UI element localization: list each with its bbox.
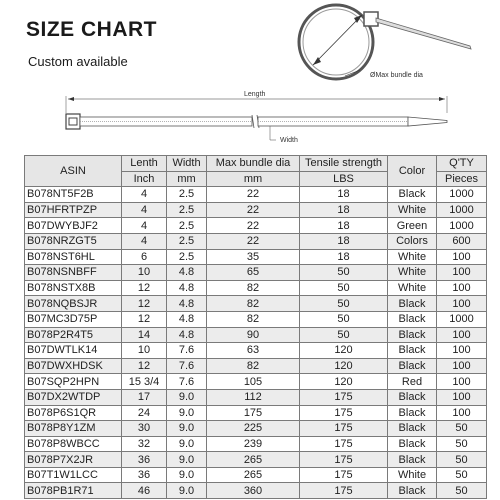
qty-cell: 50 <box>437 436 487 452</box>
length-cell: 46 <box>122 483 167 499</box>
asin-cell: B07SQP2HPN <box>25 374 122 390</box>
color-cell: Black <box>388 343 437 359</box>
width-cell: 4.8 <box>167 327 207 343</box>
width-cell: 9.0 <box>167 421 207 437</box>
asin-cell: B078P6S1QR <box>25 405 122 421</box>
tensile-strength-cell: 50 <box>300 296 388 312</box>
tensile-strength-cell: 120 <box>300 374 388 390</box>
length-cell: 12 <box>122 311 167 327</box>
tensile-strength-cell: 175 <box>300 452 388 468</box>
length-cell: 15 3/4 <box>122 374 167 390</box>
max-bundle-dia-cell: 265 <box>207 467 300 483</box>
col-header-color: Color <box>388 156 437 187</box>
table-row <box>25 436 487 452</box>
max-bundle-dia-cell: 105 <box>207 374 300 390</box>
table-row <box>25 405 487 421</box>
qty-cell: 100 <box>437 280 487 296</box>
col-header-qty: Q'TY <box>437 156 487 172</box>
max-bundle-dia-cell: 82 <box>207 311 300 327</box>
max-bundle-dia-cell: 175 <box>207 405 300 421</box>
width-cell: 4.8 <box>167 280 207 296</box>
table-row <box>25 296 487 312</box>
color-cell: Black <box>388 405 437 421</box>
max-bundle-dia-cell: 90 <box>207 327 300 343</box>
color-cell: Black <box>388 187 437 203</box>
qty-cell: 100 <box>437 343 487 359</box>
length-cell: 24 <box>122 405 167 421</box>
width-cell: 9.0 <box>167 405 207 421</box>
max-bundle-dia-cell: 82 <box>207 280 300 296</box>
table-row <box>25 249 487 265</box>
qty-cell: 1000 <box>437 187 487 203</box>
length-cell: 14 <box>122 327 167 343</box>
width-cell: 4.8 <box>167 311 207 327</box>
asin-cell: B078NSNBFF <box>25 265 122 281</box>
length-cell: 30 <box>122 421 167 437</box>
table-body <box>25 187 487 499</box>
color-cell: Red <box>388 374 437 390</box>
qty-cell: 1000 <box>437 202 487 218</box>
color-cell: White <box>388 280 437 296</box>
table-row <box>25 327 487 343</box>
width-cell: 4.8 <box>167 265 207 281</box>
asin-cell: B07T1W1LCC <box>25 467 122 483</box>
width-cell: 2.5 <box>167 202 207 218</box>
length-cell: 4 <box>122 202 167 218</box>
length-label: Length <box>244 91 266 98</box>
max-bundle-dia-cell: 225 <box>207 421 300 437</box>
asin-cell: B078P7X2JR <box>25 452 122 468</box>
width-cell: 7.6 <box>167 374 207 390</box>
width-cell: 9.0 <box>167 452 207 468</box>
color-cell: Black <box>388 327 437 343</box>
length-cell: 4 <box>122 233 167 249</box>
asin-cell: B078P2R4T5 <box>25 327 122 343</box>
page-title: SIZE CHART <box>26 18 157 41</box>
unit-length: Inch <box>122 171 167 187</box>
max-bundle-dia-cell: 22 <box>207 233 300 249</box>
width-label: Width <box>280 137 298 144</box>
table-row <box>25 389 487 405</box>
asin-cell: B078P8WBCC <box>25 436 122 452</box>
max-bundle-dia-cell: 112 <box>207 389 300 405</box>
max-bundle-dia-cell: 82 <box>207 296 300 312</box>
table-row <box>25 280 487 296</box>
length-cell: 6 <box>122 249 167 265</box>
length-cell: 12 <box>122 358 167 374</box>
color-cell: Black <box>388 389 437 405</box>
asin-cell: B07DWXHDSK <box>25 358 122 374</box>
color-cell: Colors <box>388 233 437 249</box>
length-cell: 4 <box>122 187 167 203</box>
tensile-strength-cell: 18 <box>300 249 388 265</box>
qty-cell: 50 <box>437 452 487 468</box>
color-cell: White <box>388 249 437 265</box>
width-cell: 2.5 <box>167 218 207 234</box>
max-bundle-dia-cell: 22 <box>207 187 300 203</box>
qty-cell: 50 <box>437 421 487 437</box>
qty-cell: 100 <box>437 389 487 405</box>
tensile-strength-cell: 175 <box>300 467 388 483</box>
tensile-strength-cell: 50 <box>300 327 388 343</box>
table-row <box>25 265 487 281</box>
color-cell: White <box>388 265 437 281</box>
tensile-strength-cell: 18 <box>300 202 388 218</box>
col-header-asin: ASIN <box>25 156 122 187</box>
color-cell: Black <box>388 436 437 452</box>
asin-cell: B078NST6HL <box>25 249 122 265</box>
tensile-strength-cell: 175 <box>300 436 388 452</box>
qty-cell: 50 <box>437 483 487 499</box>
unit-max-bundle-dia: mm <box>207 171 300 187</box>
color-cell: Black <box>388 296 437 312</box>
length-cell: 32 <box>122 436 167 452</box>
tensile-strength-cell: 50 <box>300 280 388 296</box>
width-cell: 9.0 <box>167 467 207 483</box>
asin-cell: B07HFRTPZP <box>25 202 122 218</box>
max-bundle-dia-cell: 63 <box>207 343 300 359</box>
tensile-strength-cell: 175 <box>300 421 388 437</box>
tensile-strength-cell: 18 <box>300 218 388 234</box>
table-header-row <box>25 156 487 172</box>
col-header-tensile-strength: Tensile strength <box>300 156 388 172</box>
table-row <box>25 374 487 390</box>
qty-cell: 100 <box>437 358 487 374</box>
asin-cell: B078NT5F2B <box>25 187 122 203</box>
unit-width: mm <box>167 171 207 187</box>
width-cell: 9.0 <box>167 436 207 452</box>
length-cell: 36 <box>122 467 167 483</box>
asin-cell: B078PB1R71 <box>25 483 122 499</box>
qty-cell: 600 <box>437 233 487 249</box>
qty-cell: 100 <box>437 327 487 343</box>
table-row <box>25 421 487 437</box>
unit-tensile-strength: LBS <box>300 171 388 187</box>
tensile-strength-cell: 175 <box>300 389 388 405</box>
length-cell: 36 <box>122 452 167 468</box>
table-row <box>25 452 487 468</box>
width-cell: 9.0 <box>167 483 207 499</box>
color-cell: Black <box>388 311 437 327</box>
table-row <box>25 202 487 218</box>
bundle-dia-label: ØMax bundle dia <box>370 72 423 79</box>
tensile-strength-cell: 120 <box>300 343 388 359</box>
size-chart-table <box>24 155 487 499</box>
width-cell: 2.5 <box>167 187 207 203</box>
tensile-strength-cell: 175 <box>300 483 388 499</box>
length-cell: 12 <box>122 280 167 296</box>
cable-tie-diagram <box>0 0 500 150</box>
table-row <box>25 311 487 327</box>
tensile-strength-cell: 175 <box>300 405 388 421</box>
qty-cell: 1000 <box>437 218 487 234</box>
asin-cell: B078NQBSJR <box>25 296 122 312</box>
tensile-strength-cell: 50 <box>300 311 388 327</box>
length-cell: 10 <box>122 343 167 359</box>
tensile-strength-cell: 18 <box>300 233 388 249</box>
color-cell: Black <box>388 452 437 468</box>
tensile-strength-cell: 120 <box>300 358 388 374</box>
table-row <box>25 218 487 234</box>
table-row <box>25 483 487 499</box>
max-bundle-dia-cell: 82 <box>207 358 300 374</box>
max-bundle-dia-cell: 265 <box>207 452 300 468</box>
table-row <box>25 187 487 203</box>
length-cell: 10 <box>122 265 167 281</box>
length-cell: 4 <box>122 218 167 234</box>
table-row <box>25 358 487 374</box>
qty-cell: 100 <box>437 296 487 312</box>
table-row <box>25 343 487 359</box>
asin-cell: B07DX2WTDP <box>25 389 122 405</box>
color-cell: Black <box>388 483 437 499</box>
length-cell: 12 <box>122 296 167 312</box>
asin-cell: B07DWTLK14 <box>25 343 122 359</box>
table-row <box>25 233 487 249</box>
max-bundle-dia-cell: 22 <box>207 202 300 218</box>
asin-cell: B07MC3D75P <box>25 311 122 327</box>
tensile-strength-cell: 50 <box>300 265 388 281</box>
color-cell: Black <box>388 358 437 374</box>
width-cell: 2.5 <box>167 233 207 249</box>
color-cell: White <box>388 202 437 218</box>
asin-cell: B078P8Y1ZM <box>25 421 122 437</box>
col-header-width: Width <box>167 156 207 172</box>
asin-cell: B078NRZGT5 <box>25 233 122 249</box>
asin-cell: B078NSTX8B <box>25 280 122 296</box>
max-bundle-dia-cell: 65 <box>207 265 300 281</box>
qty-cell: 100 <box>437 374 487 390</box>
max-bundle-dia-cell: 22 <box>207 218 300 234</box>
length-cell: 17 <box>122 389 167 405</box>
tensile-strength-cell: 18 <box>300 187 388 203</box>
width-cell: 7.6 <box>167 343 207 359</box>
max-bundle-dia-cell: 35 <box>207 249 300 265</box>
bundle-loop-illustration <box>299 5 471 79</box>
col-header-length: Lenth <box>122 156 167 172</box>
asin-cell: B07DWYBJF2 <box>25 218 122 234</box>
color-cell: Black <box>388 421 437 437</box>
qty-cell: 1000 <box>437 311 487 327</box>
page-subtitle: Custom available <box>28 54 128 69</box>
col-header-max-bundle-dia: Max bundle dia <box>207 156 300 172</box>
table-row <box>25 467 487 483</box>
qty-cell: 100 <box>437 265 487 281</box>
qty-cell: 100 <box>437 405 487 421</box>
max-bundle-dia-cell: 360 <box>207 483 300 499</box>
unit-qty: Pieces <box>437 171 487 187</box>
width-cell: 4.8 <box>167 296 207 312</box>
straight-tie-illustration <box>66 96 447 140</box>
max-bundle-dia-cell: 239 <box>207 436 300 452</box>
color-cell: White <box>388 467 437 483</box>
width-cell: 9.0 <box>167 389 207 405</box>
width-cell: 7.6 <box>167 358 207 374</box>
qty-cell: 50 <box>437 467 487 483</box>
color-cell: Green <box>388 218 437 234</box>
width-cell: 2.5 <box>167 249 207 265</box>
qty-cell: 100 <box>437 249 487 265</box>
